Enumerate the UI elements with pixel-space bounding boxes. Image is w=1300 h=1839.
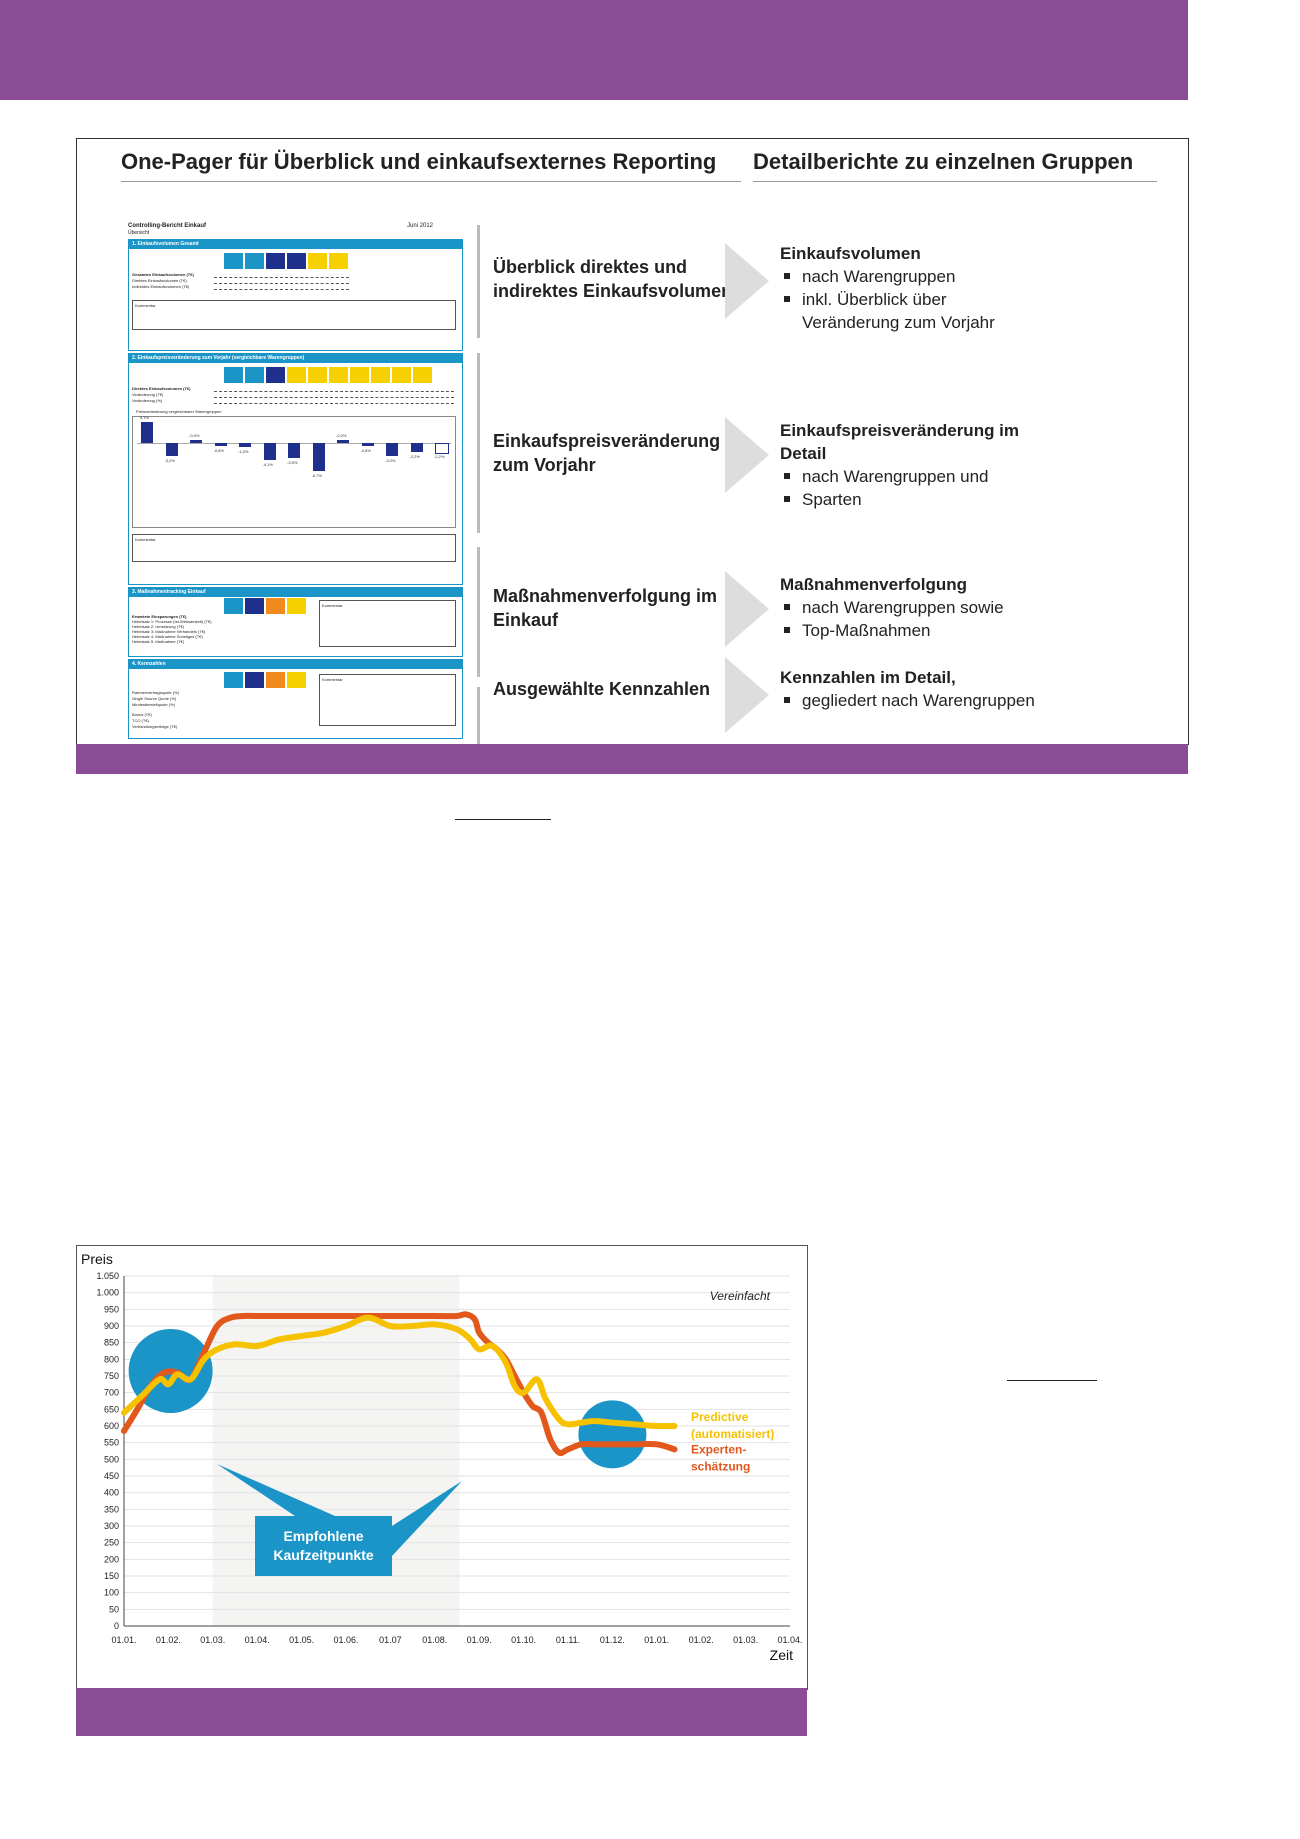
x-tick-label: 01.01.	[111, 1635, 137, 1645]
mini-bar	[411, 443, 423, 452]
x-tick-label: 01.07	[379, 1635, 402, 1645]
mini-bar	[313, 443, 325, 471]
callout-text: Kaufzeitpunkte	[273, 1547, 374, 1563]
y-tick-label: 250	[103, 1537, 119, 1548]
detail-measures: Maßnahmenverfolgung nach Warengruppen sowie Top-Maßnahmen	[780, 575, 1004, 640]
mini-bar	[435, 443, 449, 454]
mini-bar-chart	[132, 409, 456, 528]
row-label-kpis: Ausgewählte Kennzahlen	[493, 679, 711, 699]
mini-bar	[215, 443, 227, 446]
arrow-right-icon	[725, 243, 769, 319]
mini-bar	[264, 443, 276, 460]
mini-bar	[166, 443, 178, 456]
mini-section-measures	[128, 587, 463, 657]
row-label-volume: Überblick direktes und indirektes Einkaufsvolumen	[493, 257, 733, 301]
figure2-bottom-bar	[76, 1688, 807, 1736]
mini-bar	[288, 443, 300, 458]
row-label-price-change: Einkaufspreisveränderung zum Vorjahr	[493, 431, 721, 475]
callout-text: Empfohlene	[283, 1528, 364, 1544]
mini-bar	[362, 443, 374, 446]
y-tick-label: 600	[103, 1421, 119, 1431]
y-tick-label: 100	[103, 1587, 119, 1598]
buy-point-marker	[578, 1400, 646, 1468]
x-tick-label: 01.02.	[688, 1635, 714, 1645]
mini-row: Veränderung (T€)	[132, 392, 164, 397]
mini-bar-label: -2,2%	[409, 454, 420, 460]
mini-row: TCO (T€)	[132, 718, 149, 723]
mini-section-title: 1. Einkaufsvolumen Gesamt	[129, 240, 462, 249]
heading-right-underline	[753, 181, 1157, 182]
mini-bar-label: -3,2%	[164, 458, 175, 464]
x-tick-label: 01.06.	[333, 1635, 359, 1645]
mini-column-headers	[224, 367, 432, 383]
x-tick-label: 01.02.	[155, 1635, 181, 1645]
mini-comment-box: Kommentar	[319, 674, 456, 726]
series-label-predictive: (automatisiert)	[691, 1427, 775, 1441]
callout-box	[255, 1516, 392, 1576]
x-axis-label: Zeit	[769, 1647, 793, 1663]
mini-section-title: 4. Kennzahlen	[129, 660, 462, 669]
y-tick-label: 850	[103, 1337, 119, 1348]
mini-bar-label: -0,0%	[336, 433, 347, 438]
mini-section-title: 3. Maßnahmentracking Einkauf	[129, 588, 462, 597]
y-tick-label: 1.000	[96, 1287, 119, 1298]
mini-column-headers	[224, 253, 348, 269]
x-tick-label: 01.12.	[599, 1635, 625, 1645]
mini-report-date: Juni 2012	[407, 223, 434, 229]
x-tick-label: 01.03.	[200, 1635, 226, 1645]
x-tick-label: 01.01.	[644, 1635, 670, 1645]
mini-column-headers	[224, 672, 306, 688]
mini-row: Verhandlungserfolge (T€)	[132, 724, 178, 729]
mini-bar-label: -3,0%	[385, 457, 396, 463]
mini-row: Single Source Quote (%)	[132, 696, 177, 701]
mini-row: Direktes Einkaufsvolumen (T€)	[132, 278, 187, 283]
arrow-right-icon	[725, 571, 769, 647]
y-tick-label: 0	[113, 1621, 119, 1631]
x-tick-label: 01.04.	[244, 1635, 270, 1645]
mini-row: Hebelsatz 4: Maßnahme Sonstiges (T€)	[132, 634, 203, 639]
mini-bar-label: -1,0%	[238, 449, 249, 455]
mini-bar-label: -3,5%	[287, 459, 298, 465]
heading-left-underline	[121, 181, 741, 182]
mini-bar-label: -2,2%	[434, 454, 445, 460]
chart-annotation: Vereinfacht	[709, 1289, 770, 1303]
x-tick-label: 01.08.	[422, 1635, 448, 1645]
mini-report-thumbnail	[117, 217, 461, 739]
x-tick-label: 01.11.	[555, 1635, 581, 1645]
heading-one-pager: One-Pager für Überblick und einkaufsexternes Reporting	[121, 149, 717, 174]
mini-section-volume	[128, 239, 463, 351]
mini-row: Rahmenvertragsquote (%)	[132, 690, 179, 695]
x-tick-label: 01.04.	[777, 1635, 803, 1645]
series-label-expert: Experten-	[691, 1442, 747, 1457]
y-tick-label: 1.050	[96, 1271, 119, 1281]
mini-row: Bonus (T€)	[132, 712, 152, 717]
mini-comment-box: Kommentar	[132, 300, 456, 330]
top-accent-bar	[0, 0, 1188, 100]
x-tick-label: 01.09.	[466, 1635, 492, 1645]
mini-report-title: Controlling-Bericht Einkauf	[128, 223, 206, 229]
arrow-right-icon	[725, 417, 769, 493]
y-tick-label: 150	[103, 1571, 119, 1581]
mini-bar	[190, 440, 202, 443]
mini-row: Direktes Einkaufsvolumen (T€)	[132, 386, 191, 391]
mini-section-kpis	[128, 659, 463, 739]
footnote-line	[1007, 1380, 1097, 1381]
y-tick-label: 200	[103, 1554, 119, 1565]
series-label-predictive: Predictive	[691, 1410, 749, 1424]
mini-row: Erwartete Einsparungen (T€)	[132, 614, 187, 619]
mini-bar-label: -0,8%	[213, 448, 224, 454]
mini-bar	[141, 422, 153, 443]
y-tick-label: 500	[103, 1454, 119, 1465]
mini-row: Veränderung (%)	[132, 398, 163, 403]
mini-bar-label: -0,0%	[189, 433, 200, 438]
mini-comment-box: Kommentar	[319, 600, 456, 647]
y-tick-label: 350	[103, 1504, 119, 1515]
mini-bar	[386, 443, 398, 456]
mini-row: Hebelsatz 2: Umsetzung (T€)	[132, 624, 185, 629]
x-tick-label: 01.03.	[733, 1635, 759, 1645]
mini-report-subtitle: Übersicht	[128, 230, 150, 236]
figure-reporting-overview	[76, 138, 1189, 745]
mini-row: Mindestbestellquote (%)	[132, 702, 175, 707]
footnote-line	[455, 819, 551, 820]
figure-price-forecast-chart	[76, 1245, 808, 1690]
price-line-chart	[77, 1246, 807, 1689]
y-tick-label: 700	[103, 1387, 119, 1398]
separator	[477, 225, 480, 338]
mini-bar	[337, 440, 349, 443]
mini-section-title: 2. Einkaufspreisveränderung zum Vorjahr (vergleichbare Warengruppen)	[129, 354, 462, 363]
x-tick-label: 01.05.	[289, 1635, 315, 1645]
y-tick-label: 50	[108, 1604, 119, 1615]
separator	[477, 687, 480, 744]
heading-detail-reports: Detailberichte zu einzelnen Gruppen	[753, 149, 1134, 174]
mini-bar-label: -0,8%	[360, 448, 371, 454]
detail-volume: Einkaufsvolumen nach Warengruppen inkl. Überblick über Veränderung zum Vorjahr	[780, 244, 995, 332]
detail-kpis: Kennzahlen im Detail, gegliedert nach Warengruppen	[780, 668, 1035, 710]
y-tick-label: 950	[103, 1304, 119, 1315]
y-tick-label: 300	[103, 1521, 119, 1531]
mini-bar-label: 5,1%	[140, 414, 150, 420]
arrow-right-icon	[725, 657, 769, 733]
mini-bar	[239, 443, 251, 447]
y-tick-label: 550	[103, 1437, 119, 1448]
mini-bar-label: -4,1%	[262, 462, 273, 468]
mini-row: Indirektes Einkaufsvolumen (T€)	[132, 284, 190, 289]
y-tick-label: 450	[103, 1471, 119, 1481]
separator	[477, 353, 480, 533]
y-tick-label: 650	[103, 1404, 119, 1415]
y-tick-label: 750	[103, 1371, 119, 1381]
mini-comment-box: Kommentar	[132, 534, 456, 562]
y-tick-label: 900	[103, 1321, 119, 1331]
series-label-expert: schätzung	[691, 1459, 751, 1474]
detail-price-change: Einkaufspreisveränderung im Detail nach Warengruppen und Sparten	[780, 419, 1040, 511]
y-tick-label: 800	[103, 1354, 119, 1365]
mini-row: Hebelsatz 3: Maßnahme Verhandeln (T€)	[132, 629, 206, 634]
mini-row: Hebelsatz 5: Maßnahme (T€)	[132, 639, 185, 644]
mini-column-headers	[224, 598, 306, 614]
mini-section-price-change	[128, 353, 463, 585]
mini-chart-title: Preisveränderung vergleichbarer Warengruppen	[136, 409, 222, 414]
y-axis-label: Preis	[81, 1251, 113, 1267]
mini-bar-label: -6,7%	[311, 473, 322, 479]
y-tick-label: 400	[103, 1487, 119, 1498]
row-label-measures: Maßnahmenverfolgung im Einkauf	[493, 586, 718, 630]
mini-row: Gesamtes Einkaufsvolumen (T€)	[132, 272, 194, 277]
figure1-bottom-bar	[76, 744, 1188, 774]
x-tick-label: 01.10.	[511, 1635, 537, 1645]
separator	[477, 547, 480, 677]
mini-row: Hebelsatz 1: Prozesse (Ist-Wirksamkeit) (T€)	[132, 619, 212, 624]
